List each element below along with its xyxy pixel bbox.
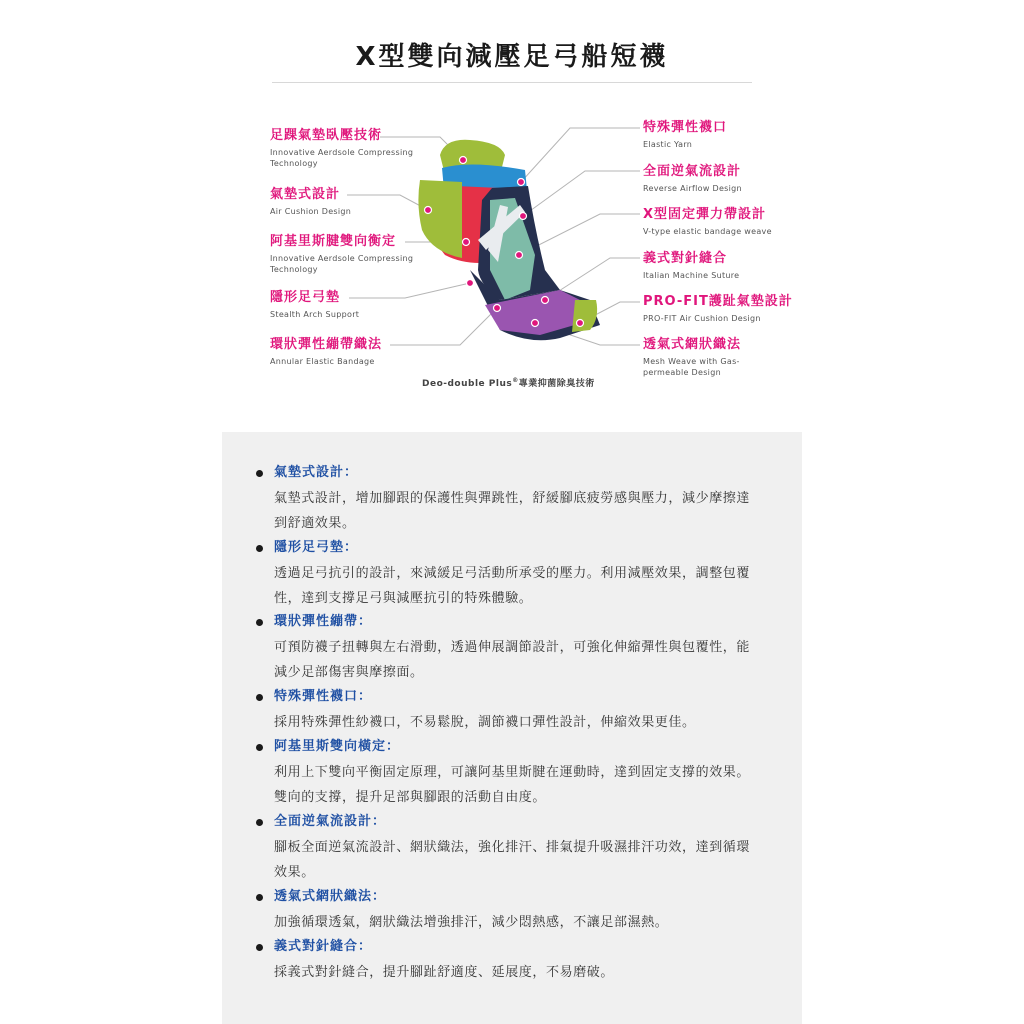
callout-label: 義式對針縫合: [643, 251, 728, 266]
callout-subtitle: Reverse Airflow Design: [643, 184, 742, 193]
bullet-icon: [256, 944, 263, 951]
callout-subtitle: Innovative Aerdsole Compressing Technology: [270, 148, 414, 168]
callout-label: 隱形足弓墊: [270, 290, 341, 305]
callout-label: 足踝氣墊臥壓技術: [270, 128, 383, 143]
callout-subtitle: Mesh Weave with Gas-permeable Design: [643, 357, 740, 377]
callout-arch-support: [270, 290, 430, 320]
callout-mesh-weave: [643, 337, 753, 378]
bullet-icon: [256, 744, 263, 751]
feature-panel: [222, 432, 802, 1024]
callout-elastic-cuff: [643, 120, 803, 150]
callout-ankle-cushion: [270, 128, 430, 169]
feature-title: 特殊彈性襪口：: [274, 689, 373, 704]
callout-label: 阿基里斯腱雙向衡定: [270, 234, 397, 249]
deo-tech-label: [422, 376, 595, 389]
feature-description: 腳板全面逆氣流設計、網狀織法，強化排汗、排氣提升吸濕排汗功效，達到循環效果。: [274, 840, 751, 880]
bullet-icon: [256, 694, 263, 701]
callout-subtitle: Elastic Yarn: [643, 140, 693, 149]
callout-subtitle: PRO-FIT Air Cushion Design: [643, 314, 761, 323]
feature-title: 隱形足弓墊：: [274, 540, 359, 555]
callout-subtitle: Air Cushion Design: [270, 207, 352, 216]
feature-item: [274, 539, 754, 611]
callout-reverse-airflow: [643, 164, 803, 194]
feature-description: 透過足弓抗引的設計，來減緩足弓活動所承受的壓力。利用減壓效果，調整包覆性，達到支撐足弓與減壓抗引的特殊體驗。: [274, 566, 751, 606]
feature-item: [274, 613, 754, 685]
bullet-icon: [256, 619, 263, 626]
feature-description: 採用特殊彈性紗襪口，不易鬆脫，調節襪口彈性設計，伸縮效果更佳。: [274, 715, 696, 730]
feature-item: [274, 688, 754, 735]
bullet-icon: [256, 894, 263, 901]
feature-item: [274, 738, 754, 810]
callout-label: PRO-FIT護趾氣墊設計: [643, 294, 793, 309]
callout-subtitle: Stealth Arch Support: [270, 310, 360, 319]
sock-shape: [418, 140, 600, 340]
feature-title: 阿基里斯雙向橫定：: [274, 739, 401, 754]
page-title: X型雙向減壓足弓船短襪: [355, 42, 669, 72]
callout-subtitle: Innovative Aerdsole Compressing Technology: [270, 254, 414, 274]
callout-label: X型固定彈力帶設計: [643, 207, 767, 222]
callout-air-cushion: [270, 187, 430, 217]
deo-text: 專業抑菌除臭技術: [518, 379, 595, 389]
feature-title: 氣墊式設計：: [274, 465, 359, 480]
callout-achilles: [270, 234, 430, 275]
callout-label: 透氣式網狀織法: [643, 337, 742, 352]
deo-brand: Deo-double Plus: [422, 379, 513, 389]
feature-description: 氣墊式設計，增加腳跟的保護性與彈跳性，舒緩腳底疲勞感與壓力，減少摩擦達到舒適效果。: [274, 491, 751, 531]
callout-label: 環狀彈性繃帶織法: [270, 337, 383, 352]
bullet-icon: [256, 470, 263, 477]
feature-description: 利用上下雙向平衡固定原理，可讓阿基里斯腱在運動時，達到固定支撐的效果。雙向的支撐，提升足部與腳跟的活動自由度。: [274, 765, 751, 805]
callout-subtitle: Italian Machine Suture: [643, 271, 740, 280]
feature-title: 義式對針縫合：: [274, 939, 373, 954]
feature-title: 全面逆氣流設計：: [274, 814, 387, 829]
feature-title: 環狀彈性繃帶：: [274, 614, 373, 629]
callout-annular-bandage: [270, 337, 430, 367]
feature-item: [274, 938, 754, 985]
feature-description: 可預防襪子扭轉與左右滑動，透過伸展調節設計，可強化伸縮彈性與包覆性，能減少足部傷害與摩擦面。: [274, 640, 751, 680]
feature-description: 加強循環透氣，網狀織法增強排汗，減少悶熱感，不讓足部濕熱。: [274, 915, 669, 930]
callout-label: 全面逆氣流設計: [643, 164, 742, 179]
feature-item: [274, 464, 754, 536]
feature-title: 透氣式網狀織法：: [274, 889, 387, 904]
callout-italian-suture: [643, 251, 803, 281]
bullet-icon: [256, 545, 263, 552]
registered-mark: ®: [512, 377, 519, 384]
sock-diagram: [0, 0, 1024, 420]
callout-label: 氣墊式設計: [270, 187, 341, 202]
callout-pro-fit: [643, 294, 803, 324]
callout-subtitle: V-type elastic bandage weave: [643, 227, 772, 236]
feature-item: [274, 888, 754, 935]
callout-subtitle: Annular Elastic Bandage: [270, 357, 375, 366]
callout-label: 特殊彈性襪口: [643, 120, 728, 135]
feature-description: 採義式對針縫合，提升腳趾舒適度、延展度，不易磨破。: [274, 965, 615, 980]
bullet-icon: [256, 819, 263, 826]
callout-x-band: [643, 207, 803, 237]
feature-item: [274, 813, 754, 885]
